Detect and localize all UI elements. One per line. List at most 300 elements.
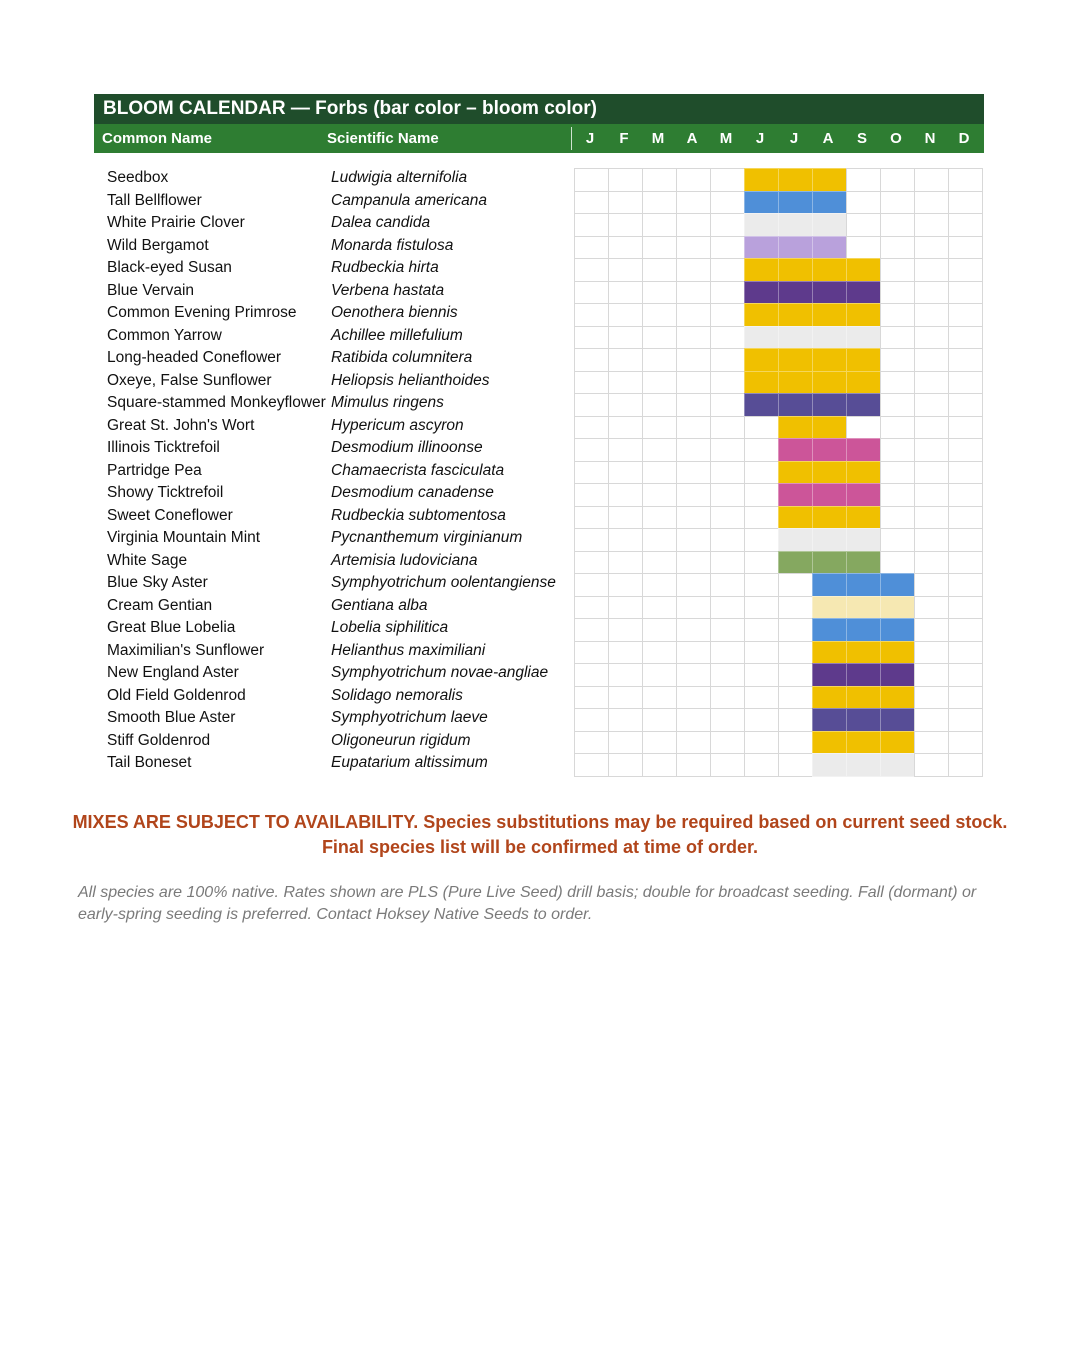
- scientific-name: Helianthus maximiliani: [331, 641, 486, 659]
- species-row: [0, 482, 560, 505]
- grid-cell: [574, 416, 609, 440]
- grid-cell: [846, 213, 881, 237]
- common-name: Illinois Ticktrefoil: [107, 439, 220, 456]
- grid-cell: [880, 461, 915, 485]
- bloom-cell: [880, 686, 915, 710]
- grid-cell: [642, 551, 677, 575]
- grid-cell: [778, 753, 813, 777]
- bloom-cell: [812, 686, 847, 710]
- scientific-name: Chamaecrista fasciculata: [331, 461, 505, 479]
- bloom-cell: [846, 258, 881, 282]
- bloom-cell: [812, 753, 847, 777]
- bloom-cell: [778, 191, 813, 215]
- grid-cell: [676, 258, 711, 282]
- grid-cell: [642, 596, 677, 620]
- grid-cell: [778, 663, 813, 687]
- grid-cell: [608, 371, 643, 395]
- grid-cell: [608, 596, 643, 620]
- bloom-cell: [778, 416, 813, 440]
- grid-cell: [880, 258, 915, 282]
- scientific-name: Achillee millefulium: [331, 326, 463, 344]
- grid-cell: [948, 281, 983, 305]
- bloom-cell: [812, 371, 847, 395]
- grid-cell: [676, 641, 711, 665]
- grid-cell: [914, 348, 949, 372]
- grid-cell: [914, 573, 949, 597]
- grid-cell: [846, 168, 881, 192]
- scientific-name: Symphyotrichum oolentangiense: [331, 574, 556, 591]
- bloom-cell: [744, 326, 779, 350]
- grid-cell: [608, 348, 643, 372]
- bloom-cell: [846, 596, 881, 620]
- scientific-name: Rudbeckia subtomentosa: [331, 506, 506, 524]
- bloom-cell: [812, 641, 847, 665]
- common-name: Old Field Goldenrod: [107, 686, 246, 704]
- grid-cell: [676, 618, 711, 642]
- grid-cell: [948, 573, 983, 597]
- grid-cell: [574, 258, 609, 282]
- grid-cell: [914, 213, 949, 237]
- grid-cell: [676, 348, 711, 372]
- bloom-cell: [880, 596, 915, 620]
- grid-cell: [710, 438, 745, 462]
- scientific-name: Ludwigia alternifolia: [331, 169, 468, 186]
- grid-cell: [608, 213, 643, 237]
- grid-cell: [778, 573, 813, 597]
- common-name: Tail Boneset: [107, 754, 192, 771]
- month-header: A: [822, 130, 834, 147]
- grid-cell: [676, 213, 711, 237]
- grid-cell: [880, 281, 915, 305]
- grid-cell: [642, 348, 677, 372]
- grid-cell: [880, 551, 915, 575]
- species-row: [0, 505, 560, 528]
- grid-cell: [676, 371, 711, 395]
- grid-cell: [710, 416, 745, 440]
- grid-cell: [744, 596, 779, 620]
- bloom-cell: [812, 506, 847, 530]
- grid-cell: [744, 416, 779, 440]
- grid-cell: [574, 506, 609, 530]
- bloom-cell: [812, 416, 847, 440]
- common-name: Long-headed Coneflower: [107, 349, 282, 366]
- bloom-cell: [812, 528, 847, 552]
- header-divider: [571, 127, 572, 150]
- common-name: Common Yarrow: [107, 326, 222, 344]
- grid-cell: [608, 731, 643, 755]
- grid-cell: [642, 461, 677, 485]
- grid-cell: [710, 506, 745, 530]
- bloom-cell: [846, 461, 881, 485]
- species-row: [0, 595, 560, 618]
- scientific-name: Symphyotrichum laeve: [331, 709, 488, 726]
- bloom-cell: [846, 731, 881, 755]
- grid-cell: [608, 416, 643, 440]
- column-header-bar: [94, 124, 984, 153]
- common-name: New England Aster: [107, 664, 239, 681]
- bloom-cell: [812, 731, 847, 755]
- grid-cell: [676, 708, 711, 732]
- bloom-cell: [778, 326, 813, 350]
- grid-cell: [642, 393, 677, 417]
- bloom-cell: [744, 303, 779, 327]
- grid-cell: [574, 213, 609, 237]
- common-name: Blue Sky Aster: [107, 574, 208, 591]
- scientific-name-header: Scientific Name: [327, 130, 439, 147]
- grid-cell: [880, 326, 915, 350]
- bloom-cell: [778, 506, 813, 530]
- bloom-cell: [778, 213, 813, 237]
- scientific-name: Campanula americana: [331, 191, 487, 209]
- grid-cell: [574, 303, 609, 327]
- scientific-name: Mimulus ringens: [331, 394, 444, 411]
- grid-cell: [608, 326, 643, 350]
- species-row: [0, 640, 560, 663]
- bloom-cell: [778, 461, 813, 485]
- grid-cell: [710, 258, 745, 282]
- grid-cell: [744, 708, 779, 732]
- grid-cell: [710, 528, 745, 552]
- grid-cell: [676, 393, 711, 417]
- species-row: [0, 707, 560, 730]
- grid-cell: [948, 753, 983, 777]
- species-row: [0, 325, 560, 348]
- scientific-name: Symphyotrichum novae-angliae: [331, 664, 549, 681]
- grid-cell: [914, 281, 949, 305]
- grid-cell: [710, 708, 745, 732]
- grid-cell: [676, 528, 711, 552]
- bloom-cell: [744, 281, 779, 305]
- grid-cell: [880, 371, 915, 395]
- grid-cell: [744, 641, 779, 665]
- bloom-cell: [812, 303, 847, 327]
- grid-cell: [642, 303, 677, 327]
- species-row: [0, 257, 560, 280]
- species-row: [0, 662, 560, 685]
- grid-cell: [608, 686, 643, 710]
- grid-cell: [778, 596, 813, 620]
- bloom-cell: [778, 483, 813, 507]
- grid-cell: [914, 416, 949, 440]
- grid-cell: [914, 326, 949, 350]
- grid-cell: [744, 686, 779, 710]
- grid-cell: [608, 168, 643, 192]
- bloom-cell: [812, 708, 847, 732]
- bloom-cell: [846, 753, 881, 777]
- grid-cell: [676, 168, 711, 192]
- bloom-cell: [846, 551, 881, 575]
- grid-cell: [710, 641, 745, 665]
- bloom-cell: [812, 191, 847, 215]
- grid-cell: [574, 281, 609, 305]
- grid-cell: [914, 483, 949, 507]
- scientific-name: Eupatarium altissimum: [331, 754, 488, 771]
- grid-cell: [948, 708, 983, 732]
- bloom-cell: [812, 461, 847, 485]
- month-header: F: [619, 130, 629, 147]
- grid-cell: [642, 483, 677, 507]
- grid-cell: [914, 506, 949, 530]
- common-name: Stiff Goldenrod: [107, 731, 211, 749]
- grid-cell: [676, 573, 711, 597]
- common-name: Sweet Coneflower: [107, 506, 233, 524]
- species-row: [0, 167, 560, 190]
- grid-cell: [676, 303, 711, 327]
- bloom-cell: [744, 393, 779, 417]
- grid-cell: [676, 506, 711, 530]
- grid-cell: [608, 191, 643, 215]
- grid-cell: [574, 483, 609, 507]
- footnote: All species are 100% native. Rates shown are PLS (Pure Live Seed) drill basis; double for broadcast seeding. Fall (dormant) or early-spring seeding is preferred. Contact Hoksey Native Seeds to order.: [78, 884, 977, 923]
- grid-cell: [914, 461, 949, 485]
- species-row: [0, 437, 560, 460]
- grid-cell: [948, 528, 983, 552]
- bloom-cell: [846, 348, 881, 372]
- grid-cell: [710, 393, 745, 417]
- grid-cell: [574, 618, 609, 642]
- species-row: [0, 550, 560, 573]
- grid-cell: [642, 371, 677, 395]
- bloom-cell: [846, 573, 881, 597]
- grid-cell: [676, 551, 711, 575]
- common-name: Cream Gentian: [107, 596, 213, 614]
- bloom-cell: [812, 551, 847, 575]
- species-row: [0, 685, 560, 708]
- grid-cell: [574, 686, 609, 710]
- grid-cell: [710, 326, 745, 350]
- grid-cell: [914, 731, 949, 755]
- month-header: M: [719, 130, 733, 147]
- grid-cell: [608, 506, 643, 530]
- grid-cell: [914, 708, 949, 732]
- bloom-cell: [846, 528, 881, 552]
- grid-cell: [744, 528, 779, 552]
- grid-cell: [642, 663, 677, 687]
- bloom-cell: [812, 258, 847, 282]
- bloom-cell: [812, 236, 847, 260]
- common-name: Wild Bergamot: [107, 236, 209, 254]
- bloom-cell: [846, 438, 881, 462]
- grid-cell: [744, 438, 779, 462]
- scientific-name: Solidago nemoralis: [331, 686, 463, 704]
- grid-cell: [574, 573, 609, 597]
- grid-cell: [574, 663, 609, 687]
- bloom-cell: [812, 573, 847, 597]
- month-header: O: [890, 130, 902, 147]
- grid-cell: [880, 506, 915, 530]
- grid-cell: [914, 236, 949, 260]
- grid-cell: [914, 528, 949, 552]
- grid-cell: [948, 618, 983, 642]
- grid-cell: [744, 551, 779, 575]
- grid-cell: [744, 731, 779, 755]
- grid-cell: [710, 731, 745, 755]
- bloom-cell: [812, 213, 847, 237]
- bloom-cell: [778, 371, 813, 395]
- grid-cell: [676, 191, 711, 215]
- grid-cell: [914, 258, 949, 282]
- bloom-cell: [812, 618, 847, 642]
- grid-cell: [710, 281, 745, 305]
- grid-cell: [710, 168, 745, 192]
- grid-cell: [948, 168, 983, 192]
- bloom-cell: [778, 551, 813, 575]
- bloom-cell: [846, 618, 881, 642]
- bloom-cell: [812, 483, 847, 507]
- grid-cell: [948, 686, 983, 710]
- grid-cell: [642, 168, 677, 192]
- bloom-cell: [880, 731, 915, 755]
- common-name: White Sage: [107, 551, 188, 569]
- calendar-title: BLOOM CALENDAR — Forbs (bar color – bloom color): [94, 94, 984, 124]
- grid-cell: [608, 641, 643, 665]
- bloom-cell: [744, 168, 779, 192]
- month-header: J: [585, 130, 595, 147]
- grid-cell: [710, 573, 745, 597]
- grid-cell: [710, 753, 745, 777]
- bloom-cell: [778, 303, 813, 327]
- grid-cell: [948, 506, 983, 530]
- grid-cell: [642, 416, 677, 440]
- common-name: White Prairie Clover: [107, 214, 245, 231]
- common-name: Seedbox: [107, 169, 169, 186]
- grid-cell: [574, 371, 609, 395]
- grid-cell: [642, 753, 677, 777]
- availability-note: MIXES ARE SUBJECT TO AVAILABILITY. Species substitutions may be required based on current seed stock. Final species list will be confirmed at time of order.: [72, 812, 1008, 857]
- bloom-cell: [812, 596, 847, 620]
- grid-cell: [676, 416, 711, 440]
- grid-cell: [744, 753, 779, 777]
- grid-cell: [676, 596, 711, 620]
- grid-cell: [880, 438, 915, 462]
- species-row: [0, 212, 560, 235]
- bloom-cell: [744, 258, 779, 282]
- bloom-grid: [574, 168, 981, 777]
- bloom-cell: [880, 641, 915, 665]
- grid-cell: [608, 551, 643, 575]
- scientific-name: Gentiana alba: [331, 596, 428, 614]
- grid-cell: [948, 348, 983, 372]
- grid-cell: [642, 213, 677, 237]
- grid-cell: [948, 416, 983, 440]
- species-row: [0, 572, 560, 595]
- species-row: [0, 617, 560, 640]
- scientific-name: Dalea candida: [331, 214, 431, 231]
- scientific-name: Pycnanthemum virginianum: [331, 529, 523, 546]
- scientific-name: Heliopsis helianthoides: [331, 371, 490, 389]
- grid-cell: [608, 708, 643, 732]
- grid-cell: [574, 438, 609, 462]
- grid-cell: [608, 303, 643, 327]
- grid-cell: [914, 393, 949, 417]
- bloom-cell: [778, 528, 813, 552]
- grid-cell: [574, 596, 609, 620]
- bloom-cell: [880, 663, 915, 687]
- grid-cell: [914, 663, 949, 687]
- grid-cell: [948, 731, 983, 755]
- grid-cell: [744, 618, 779, 642]
- grid-cell: [642, 686, 677, 710]
- scientific-name: Oligoneurun rigidum: [331, 731, 471, 749]
- common-name: Virginia Mountain Mint: [107, 529, 261, 546]
- grid-cell: [676, 326, 711, 350]
- bloom-cell: [812, 281, 847, 305]
- species-row: [0, 392, 560, 415]
- grid-cell: [948, 326, 983, 350]
- bloom-cell: [778, 236, 813, 260]
- grid-cell: [846, 416, 881, 440]
- grid-cell: [574, 236, 609, 260]
- grid-cell: [948, 483, 983, 507]
- grid-cell: [778, 641, 813, 665]
- bloom-cell: [778, 168, 813, 192]
- grid-cell: [948, 438, 983, 462]
- common-name: Great St. John's Wort: [107, 416, 255, 434]
- grid-cell: [914, 371, 949, 395]
- grid-cell: [778, 686, 813, 710]
- grid-cell: [710, 348, 745, 372]
- bloom-cell: [880, 708, 915, 732]
- species-row: [0, 235, 560, 258]
- grid-cell: [880, 213, 915, 237]
- grid-cell: [642, 438, 677, 462]
- grid-cell: [642, 281, 677, 305]
- grid-cell: [710, 483, 745, 507]
- species-row: [0, 280, 560, 303]
- species-row: [0, 527, 560, 550]
- bloom-cell: [812, 393, 847, 417]
- grid-cell: [710, 686, 745, 710]
- grid-cell: [880, 483, 915, 507]
- species-row: [0, 302, 560, 325]
- grid-cell: [948, 191, 983, 215]
- grid-cell: [710, 371, 745, 395]
- grid-cell: [948, 236, 983, 260]
- grid-cell: [948, 393, 983, 417]
- common-name: Great Blue Lobelia: [107, 619, 236, 636]
- grid-cell: [948, 461, 983, 485]
- grid-cell: [676, 461, 711, 485]
- species-row: [0, 730, 560, 753]
- grid-cell: [608, 528, 643, 552]
- bloom-cell: [778, 281, 813, 305]
- scientific-name: Desmodium illinoonse: [331, 439, 483, 456]
- bloom-cell: [778, 393, 813, 417]
- grid-cell: [948, 641, 983, 665]
- grid-cell: [880, 416, 915, 440]
- grid-cell: [710, 596, 745, 620]
- scientific-name: Lobelia siphilitica: [331, 619, 449, 636]
- bloom-cell: [846, 281, 881, 305]
- grid-cell: [676, 438, 711, 462]
- grid-cell: [948, 303, 983, 327]
- grid-cell: [914, 191, 949, 215]
- grid-cell: [948, 663, 983, 687]
- bloom-cell: [778, 438, 813, 462]
- grid-cell: [710, 618, 745, 642]
- grid-cell: [880, 348, 915, 372]
- grid-cell: [608, 753, 643, 777]
- month-header: D: [958, 130, 970, 147]
- grid-cell: [710, 236, 745, 260]
- grid-cell: [880, 393, 915, 417]
- grid-cell: [574, 708, 609, 732]
- common-name: Partridge Pea: [107, 461, 202, 479]
- bloom-cell: [812, 663, 847, 687]
- species-row: [0, 460, 560, 483]
- scientific-name: Oenothera biennis: [331, 304, 458, 321]
- grid-cell: [744, 461, 779, 485]
